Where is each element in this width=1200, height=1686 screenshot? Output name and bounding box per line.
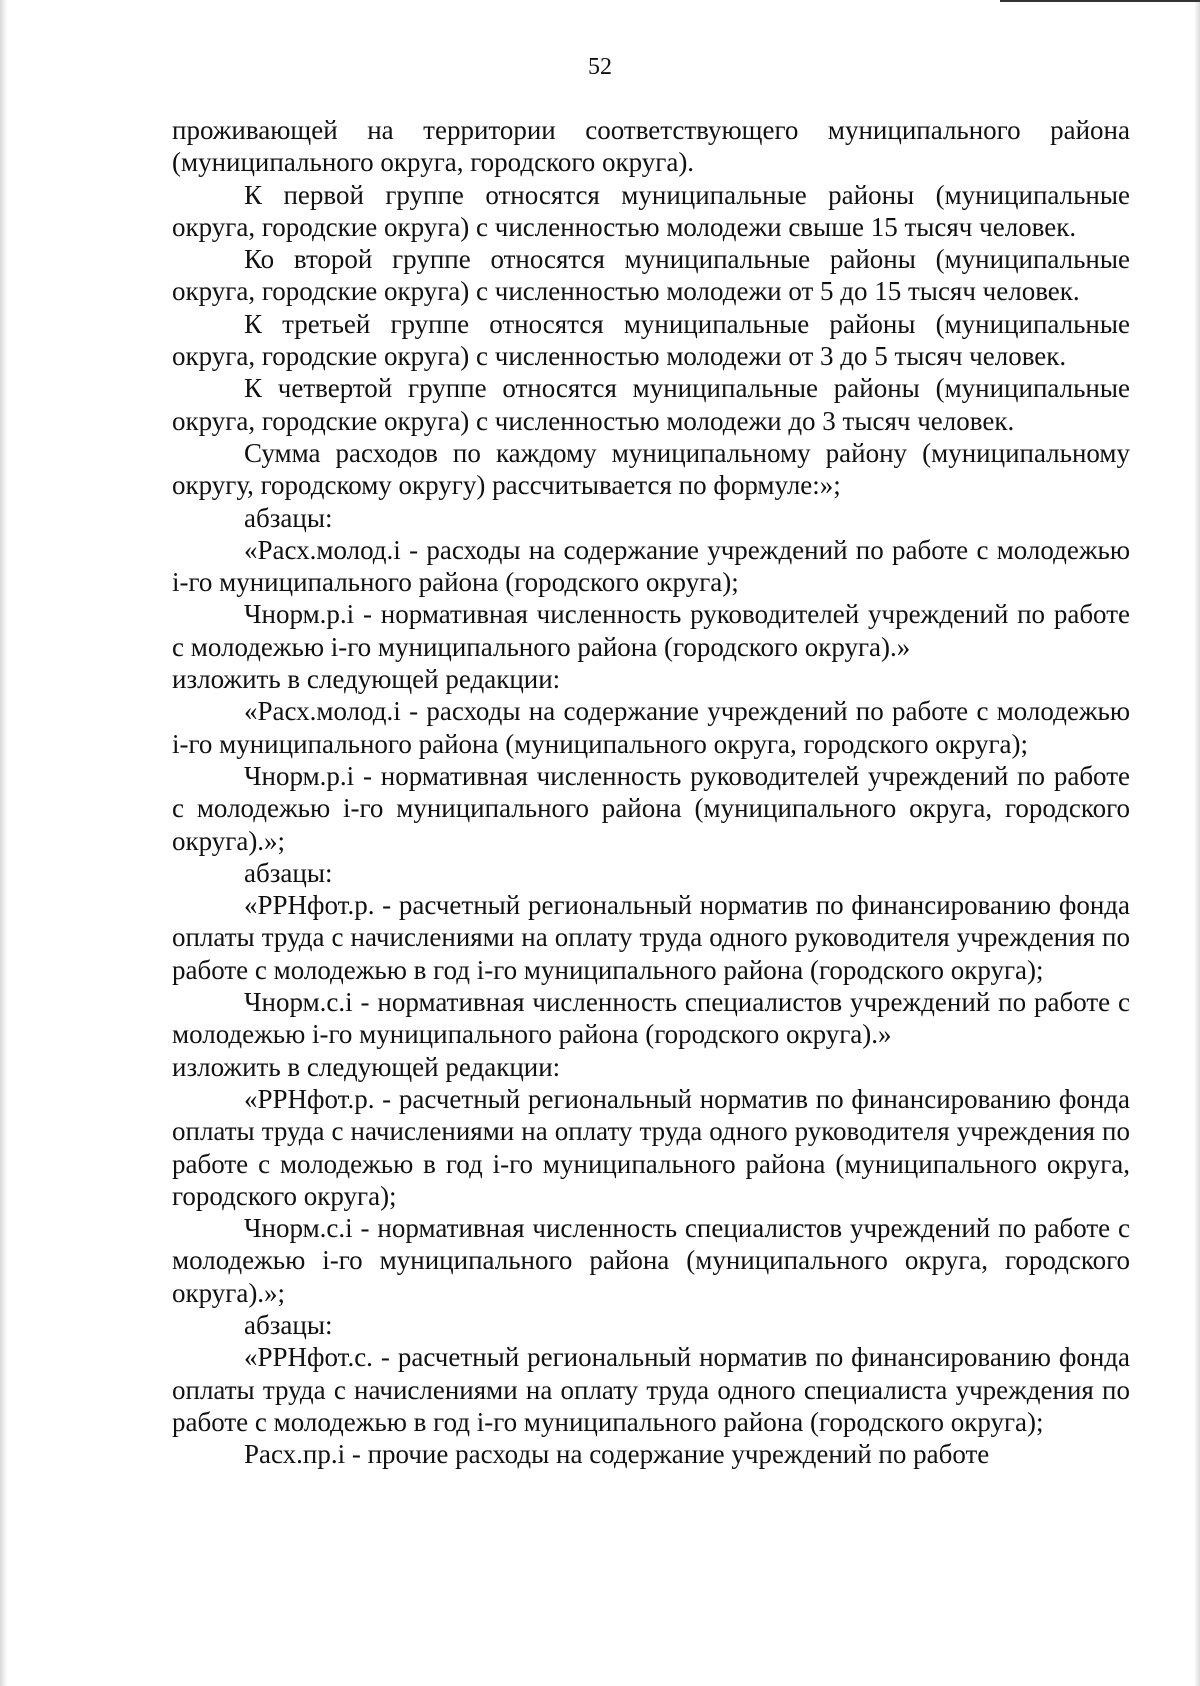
paragraph: Сумма расходов по каждому муниципальному району (муниципальному округу, городскому округу) рассчитывается по формуле:»;: [172, 437, 1130, 501]
document-body: [172, 114, 1130, 1470]
paragraph: Чнорм.р.i - нормативная численность руководителей учреждений по работе с молодежью i-го муниципального района (городского округа).»: [172, 599, 1130, 662]
paragraph: изложить в следующей редакции:: [172, 1051, 561, 1082]
paragraph: К первой группе относятся муниципальные районы (муниципальные округа, городские округа) с численностью молодежи свыше 15 тысяч человек.: [172, 179, 1130, 242]
paragraph: «РРНфот.с. - расчетный региональный норматив по финансированию фонда оплаты труда с начислениями на оплату труда одного специалиста учреждения по работе с молодежью в год i-го муниципального района (городского округа);: [172, 1342, 1130, 1437]
paragraph: К четвертой группе относятся муниципальные районы (муниципальные округа, городские округа) с численностью молодежи до 3 тысяч человек.: [172, 373, 1130, 436]
paragraph: «Расх.молод.i - расходы на содержание учреждений по работе с молодежью i-го муниципального района (городского округа);: [172, 534, 1130, 598]
paragraph: Расх.пр.i - прочие расходы на содержание учреждений по работе: [244, 1439, 990, 1470]
paragraph: Чнорм.с.i - нормативная численность специалистов учреждений по работе с молодежью i-го муниципального района (городского округа).»: [172, 987, 1130, 1050]
scan-edge-left: [0, 0, 8, 1686]
paragraph: Ко второй группе относятся муниципальные районы (муниципальные округа, городские округа) с численностью молодежи от 5 до 15 тысяч человек.: [172, 244, 1130, 307]
paragraph: проживающей на территории соответствующего муниципального района (муниципального округа, городского округа).: [172, 115, 1130, 178]
paragraph-heading: абзацы:: [244, 1309, 333, 1340]
paragraph-heading: абзацы:: [244, 502, 333, 533]
scan-edge-right: [1194, 0, 1200, 1686]
paragraph: изложить в следующей редакции:: [172, 664, 561, 695]
paragraph: Чнорм.с.i - нормативная численность специалистов учреждений по работе с молодежью i-го муниципального района (муниципального округа, городского округа).»;: [172, 1213, 1130, 1308]
paragraph: Чнорм.р.i - нормативная численность руководителей учреждений по работе с молодежью i-го муниципального района (муниципального округа, городского округа).»;: [172, 760, 1130, 856]
paragraph: К третьей группе относятся муниципальные районы (муниципальные округа, городские округа) с численностью молодежи от 3 до 5 тысяч человек.: [172, 308, 1130, 372]
scan-top-line: [1000, 0, 1200, 2]
paragraph-heading: абзацы:: [244, 857, 333, 888]
paragraph: «РРНфот.р. - расчетный региональный норматив по финансированию фонда оплаты труда с начислениями на оплату труда одного руководителя учреждения по работе с молодежью в год i-го муниципального района (городского округа);: [172, 890, 1130, 985]
paragraph: «Расх.молод.i - расходы на содержание учреждений по работе с молодежью i-го муниципального района (муниципального округа, городского округа);: [172, 696, 1130, 759]
paragraph: «РРНфот.р. - расчетный региональный норматив по финансированию фонда оплаты труда с начислениями на оплату труда одного руководителя учреждения по работе с молодежью в год i-го муниципального района (муниципального округа, городского округа);: [172, 1083, 1130, 1211]
page-number: 52: [588, 54, 612, 80]
